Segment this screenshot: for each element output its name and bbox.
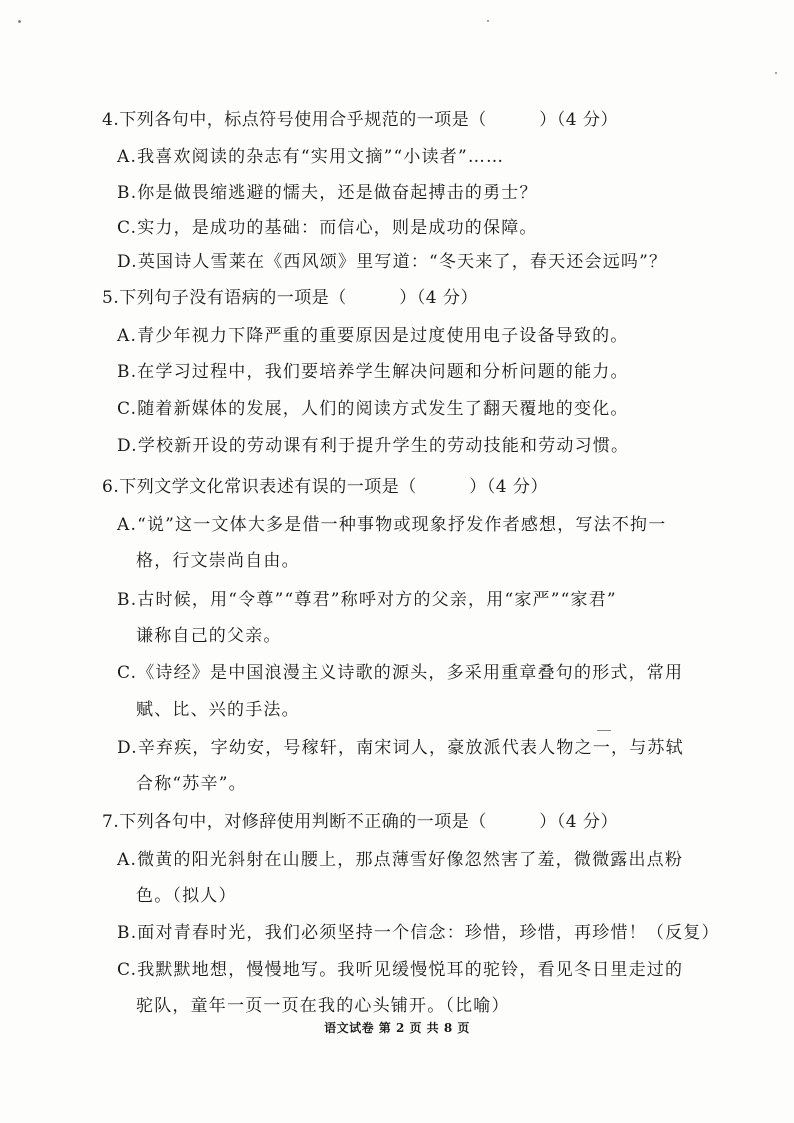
question-6-option-d-continued: 合称“苏辛”。 <box>136 774 247 794</box>
question-5-option-c: C.随着新媒体的发展，人们的阅读方式发生了翻天覆地的变化。 <box>117 399 629 419</box>
question-4-option-a: A.我喜欢阅读的杂志有“实用文摘”“小读者”…… <box>117 147 505 167</box>
question-4-option-d: D.英国诗人雪莱在《西风颂》里写道：“冬天来了，春天还会远吗”？ <box>117 252 668 272</box>
scan-speck <box>597 730 611 731</box>
scan-speck <box>487 20 489 22</box>
question-6-option-b-continued: 谦称自己的父亲。 <box>136 626 282 646</box>
question-4-option-c: C.实力，是成功的基础：而信心，则是成功的保障。 <box>117 218 538 238</box>
question-6-option-d: D.辛弃疾，字幼安，号稼轩，南宋词人，豪放派代表人物之一，与苏轼 <box>117 738 684 758</box>
question-5-option-a: A.青少年视力下降严重的重要原因是过度使用电子设备导致的。 <box>117 326 629 346</box>
question-6-option-c-continued: 赋、比、兴的手法。 <box>136 700 300 720</box>
question-7-option-c-continued: 驼队，童年一页一页在我的心头铺开。（比喻） <box>136 996 510 1016</box>
question-6-option-b: B.古时候，用“令尊”“尊君”称呼对方的父亲，用“家严”“家君” <box>117 590 617 610</box>
question-7-stem: 7.下列各句中，对修辞使用判断不正确的一项是（ ）（4 分） <box>102 812 618 832</box>
scan-speck <box>775 72 777 74</box>
question-6-option-a: A.“说”这一文体大多是借一种事物或现象抒发作者感想，写法不拘一 <box>117 515 667 535</box>
question-5-option-b: B.在学习过程中，我们要培养学生解决问题和分析问题的能力。 <box>117 362 629 382</box>
question-7-option-c: C.我默默地想，慢慢地写。我听见缓慢悦耳的驼铃，看见冬日里走过的 <box>117 960 684 980</box>
scan-speck <box>18 20 21 23</box>
question-5-option-d: D.学校新开设的劳动课有利于提升学生的劳动技能和劳动习惯。 <box>117 436 630 456</box>
question-6-option-a-continued: 格，行文崇尚自由。 <box>136 551 300 571</box>
question-4-option-b: B.你是做畏缩逃避的懦夫，还是做奋起搏击的勇士？ <box>117 183 538 203</box>
question-7-option-a-continued: 色。（拟人） <box>136 886 237 906</box>
question-6-stem: 6.下列文学文化常识表述有误的一项是（ ）（4 分） <box>102 477 548 497</box>
question-5-stem: 5.下列句子没有语病的一项是（ ）（4 分） <box>102 288 478 308</box>
question-4-stem: 4.下列各句中，标点符号使用合乎规范的一项是（ ）（4 分） <box>102 110 618 130</box>
question-6-option-c: C.《诗经》是中国浪漫主义诗歌的源头，多采用重章叠句的形式，常用 <box>117 663 684 683</box>
page-footer: 语文试卷 第 2 页 共 8 页 <box>324 1021 470 1035</box>
question-7-option-a: A.微黄的阳光斜射在山腰上，那点薄雪好像忽然害了羞，微微露出点粉 <box>117 850 684 870</box>
question-7-option-b: B.面对青春时光，我们必须坚持一个信念：珍惜，珍惜，再珍惜！（反复） <box>117 923 720 943</box>
